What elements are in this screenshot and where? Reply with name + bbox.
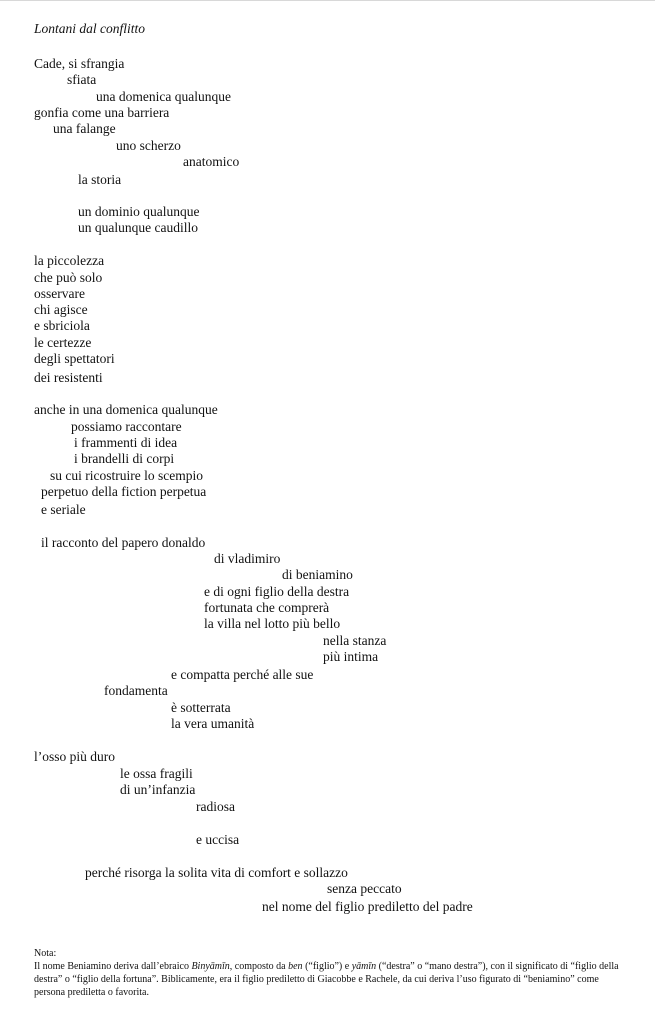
poem-line: che può solo	[34, 270, 103, 285]
poem-line: un dominio qualunque	[78, 204, 200, 219]
poem-line: la vera umanità	[171, 716, 255, 731]
poem-line: è sotterrata	[171, 700, 231, 715]
poem-line: di beniamino	[282, 567, 353, 582]
poem-line: e di ogni figlio della destra	[204, 584, 350, 599]
footnote-heading: Nota:	[34, 948, 57, 959]
term-binyamin: Binyāmīn	[191, 961, 230, 972]
poem-line: la storia	[78, 172, 122, 187]
term-ben: ben	[288, 961, 303, 972]
poem-line: un qualunque caudillo	[78, 220, 198, 235]
poem-line: fortunata che comprerà	[204, 600, 330, 615]
poem-line: dei resistenti	[34, 370, 103, 385]
poem-line: e sbriciola	[34, 318, 90, 333]
poem-line: su cui ricostruire lo scempio	[50, 468, 203, 483]
poem-line: di vladimiro	[214, 551, 281, 566]
poem-line: i brandelli di corpi	[74, 451, 175, 466]
poem-line: nella stanza	[323, 633, 387, 648]
poem-line: anche in una domenica qualunque	[34, 402, 218, 417]
poem-line: radiosa	[196, 799, 235, 814]
poem-line: più intima	[323, 649, 379, 664]
poem-line: e uccisa	[196, 832, 240, 847]
poem-line: possiamo raccontare	[71, 419, 182, 434]
poem-line: Cade, si sfrangia	[34, 56, 125, 71]
poem-line: la piccolezza	[34, 253, 105, 268]
poem-line: perpetuo della fiction perpetua	[41, 484, 207, 499]
poem-line: il racconto del papero donaldo	[41, 535, 206, 550]
poem-line: le certezze	[34, 335, 92, 350]
poem-line: perché risorga la solita vita di comfort e sollazzo	[85, 865, 348, 880]
poem-line: una domenica qualunque	[96, 89, 231, 104]
poem-line: anatomico	[183, 154, 240, 169]
footnote-text: Il nome Beniamino deriva dall’ebraico Binyāmīn, composto da ben (“figlio”) e yāmīn (“destra” o “mano destra”), con il significato di “figlio della destra” o “figlio della fortuna”. Biblicamente, era il figlio prediletto di Giacobbe e Rachele, da cui deriva l’uso figurato di “beniamino” come persona prediletta o favorita.	[34, 961, 619, 998]
page-top-divider	[0, 0, 655, 1]
poem-line: una falange	[53, 121, 116, 136]
poem-line: senza peccato	[327, 881, 402, 896]
footnote	[34, 947, 624, 999]
poem-line: fondamenta	[104, 683, 168, 698]
poem-line: i frammenti di idea	[74, 435, 178, 450]
poem-line: nel nome del figlio prediletto del padre	[262, 899, 473, 914]
poem-title: Lontani dal conflitto	[34, 21, 146, 36]
poem-line: chi agisce	[34, 302, 88, 317]
poem-line: la villa nel lotto più bello	[204, 616, 341, 631]
poem-line: degli spettatori	[34, 351, 115, 366]
poem-line: sfiata	[67, 72, 97, 87]
poem-line: e compatta perché alle sue	[171, 667, 314, 682]
poem-line: e seriale	[41, 502, 86, 517]
poem-line: gonfia come una barriera	[34, 105, 170, 120]
term-yamin: yāmīn	[351, 961, 377, 972]
poem-line: di un’infanzia	[120, 782, 196, 797]
poem-line: le ossa fragili	[120, 766, 193, 781]
poem-line: uno scherzo	[116, 138, 181, 153]
poem-line: osservare	[34, 286, 85, 301]
poem-line: l’osso più duro	[34, 749, 115, 764]
